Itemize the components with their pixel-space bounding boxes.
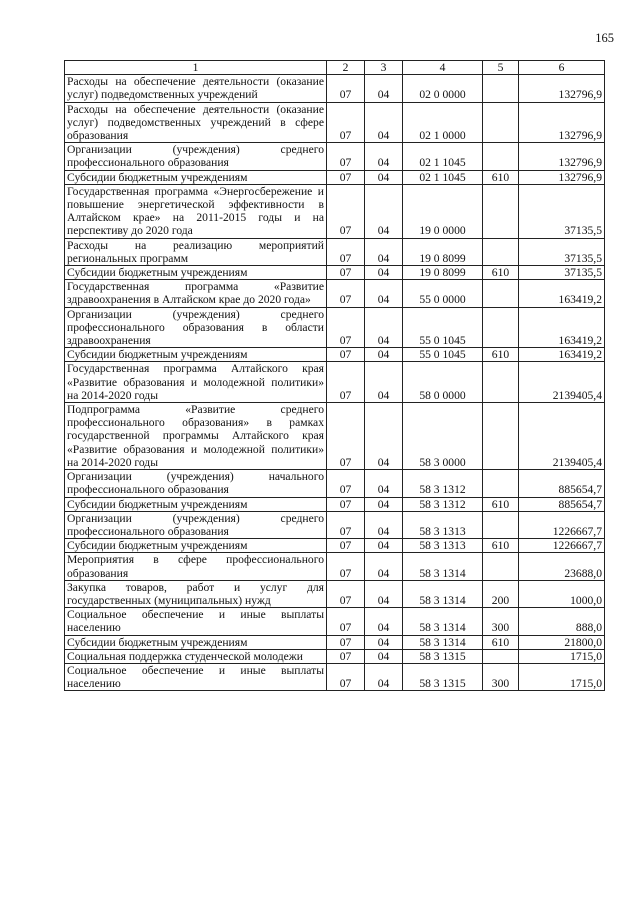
row-name: Расходы на обеспечение деятельности (оказание услуг) подведомственных учреждений bbox=[65, 75, 327, 102]
row-section: 07 bbox=[327, 348, 365, 362]
row-section: 07 bbox=[327, 362, 365, 403]
table-row bbox=[65, 663, 605, 690]
table-row bbox=[65, 307, 605, 348]
table-row bbox=[65, 635, 605, 649]
row-section: 07 bbox=[327, 553, 365, 580]
row-amount: 885654,7 bbox=[519, 470, 605, 497]
row-target-code: 55 0 0000 bbox=[403, 280, 483, 307]
row-name: Субсидии бюджетным учреждениям bbox=[65, 539, 327, 553]
row-target-code: 02 1 1045 bbox=[403, 170, 483, 184]
row-name: Подпрограмма «Развитие среднего профессионального образования» в рамках государственной программы Алтайского края «Развитие образования и молодежной политики» на 2014-2020 годы bbox=[65, 403, 327, 470]
row-subsection: 04 bbox=[365, 553, 403, 580]
row-subsection: 04 bbox=[365, 470, 403, 497]
row-expense-type bbox=[483, 75, 519, 102]
row-section: 07 bbox=[327, 470, 365, 497]
row-subsection: 04 bbox=[365, 497, 403, 511]
row-expense-type bbox=[483, 238, 519, 265]
row-amount: 37135,5 bbox=[519, 238, 605, 265]
row-section: 07 bbox=[327, 511, 365, 538]
row-target-code: 19 0 8099 bbox=[403, 266, 483, 280]
row-subsection: 04 bbox=[365, 238, 403, 265]
table-row bbox=[65, 280, 605, 307]
row-subsection: 04 bbox=[365, 663, 403, 690]
row-amount: 163419,2 bbox=[519, 348, 605, 362]
row-amount: 37135,5 bbox=[519, 266, 605, 280]
row-section: 07 bbox=[327, 170, 365, 184]
header-col-1: 1 bbox=[65, 61, 327, 75]
row-subsection: 04 bbox=[365, 266, 403, 280]
row-target-code: 58 3 1313 bbox=[403, 511, 483, 538]
row-name: Организации (учреждения) начального профессионального образования bbox=[65, 470, 327, 497]
row-amount: 132796,9 bbox=[519, 75, 605, 102]
row-section: 07 bbox=[327, 580, 365, 607]
row-target-code: 58 3 1315 bbox=[403, 663, 483, 690]
row-subsection: 04 bbox=[365, 608, 403, 635]
row-name: Организации (учреждения) среднего профессионального образования bbox=[65, 143, 327, 170]
row-section: 07 bbox=[327, 143, 365, 170]
row-expense-type: 610 bbox=[483, 635, 519, 649]
row-amount: 885654,7 bbox=[519, 497, 605, 511]
header-col-3: 3 bbox=[365, 61, 403, 75]
row-amount: 1226667,7 bbox=[519, 511, 605, 538]
row-section: 07 bbox=[327, 184, 365, 238]
row-subsection: 04 bbox=[365, 511, 403, 538]
row-target-code: 02 1 0000 bbox=[403, 102, 483, 143]
header-col-5: 5 bbox=[483, 61, 519, 75]
row-target-code: 55 0 1045 bbox=[403, 348, 483, 362]
row-target-code: 58 3 1314 bbox=[403, 608, 483, 635]
row-amount: 132796,9 bbox=[519, 102, 605, 143]
row-amount: 163419,2 bbox=[519, 280, 605, 307]
row-name: Субсидии бюджетным учреждениям bbox=[65, 170, 327, 184]
row-subsection: 04 bbox=[365, 362, 403, 403]
row-expense-type bbox=[483, 143, 519, 170]
row-expense-type: 300 bbox=[483, 663, 519, 690]
row-expense-type bbox=[483, 184, 519, 238]
row-expense-type bbox=[483, 553, 519, 580]
row-amount: 23688,0 bbox=[519, 553, 605, 580]
row-subsection: 04 bbox=[365, 635, 403, 649]
row-target-code: 02 0 0000 bbox=[403, 75, 483, 102]
row-name: Социальное обеспечение и иные выплаты населению bbox=[65, 663, 327, 690]
row-section: 07 bbox=[327, 307, 365, 348]
row-subsection: 04 bbox=[365, 280, 403, 307]
header-col-4: 4 bbox=[403, 61, 483, 75]
row-target-code: 19 0 8099 bbox=[403, 238, 483, 265]
row-amount: 1715,0 bbox=[519, 649, 605, 663]
row-target-code: 02 1 1045 bbox=[403, 143, 483, 170]
table-row bbox=[65, 608, 605, 635]
table-row bbox=[65, 170, 605, 184]
row-expense-type: 610 bbox=[483, 170, 519, 184]
table-row bbox=[65, 143, 605, 170]
row-subsection: 04 bbox=[365, 75, 403, 102]
row-section: 07 bbox=[327, 635, 365, 649]
table-row bbox=[65, 238, 605, 265]
row-expense-type: 610 bbox=[483, 497, 519, 511]
row-subsection: 04 bbox=[365, 307, 403, 348]
table-row bbox=[65, 102, 605, 143]
header-col-6: 6 bbox=[519, 61, 605, 75]
table-body bbox=[65, 75, 605, 691]
row-expense-type bbox=[483, 511, 519, 538]
row-section: 07 bbox=[327, 403, 365, 470]
row-expense-type bbox=[483, 403, 519, 470]
row-name: Субсидии бюджетным учреждениям bbox=[65, 348, 327, 362]
row-amount: 163419,2 bbox=[519, 307, 605, 348]
table-row bbox=[65, 266, 605, 280]
row-amount: 2139405,4 bbox=[519, 362, 605, 403]
row-expense-type bbox=[483, 307, 519, 348]
row-section: 07 bbox=[327, 266, 365, 280]
row-amount: 21800,0 bbox=[519, 635, 605, 649]
row-target-code: 55 0 1045 bbox=[403, 307, 483, 348]
row-subsection: 04 bbox=[365, 348, 403, 362]
row-subsection: 04 bbox=[365, 184, 403, 238]
table-row bbox=[65, 580, 605, 607]
row-name: Субсидии бюджетным учреждениям bbox=[65, 635, 327, 649]
row-name: Организации (учреждения) среднего профессионального образования в области здравоохранения bbox=[65, 307, 327, 348]
row-section: 07 bbox=[327, 497, 365, 511]
row-name: Государственная программа Алтайского края «Развитие образования и молодежной политики» на 2014-2020 годы bbox=[65, 362, 327, 403]
row-subsection: 04 bbox=[365, 102, 403, 143]
row-target-code: 58 0 0000 bbox=[403, 362, 483, 403]
row-name: Организации (учреждения) среднего профессионального образования bbox=[65, 511, 327, 538]
table-row bbox=[65, 553, 605, 580]
row-name: Расходы на реализацию мероприятий региональных программ bbox=[65, 238, 327, 265]
row-expense-type: 610 bbox=[483, 348, 519, 362]
row-expense-type bbox=[483, 470, 519, 497]
row-amount: 132796,9 bbox=[519, 143, 605, 170]
page-number: 165 bbox=[595, 31, 614, 45]
row-target-code: 58 3 1314 bbox=[403, 635, 483, 649]
row-section: 07 bbox=[327, 75, 365, 102]
row-subsection: 04 bbox=[365, 539, 403, 553]
row-section: 07 bbox=[327, 238, 365, 265]
row-expense-type bbox=[483, 102, 519, 143]
row-section: 07 bbox=[327, 663, 365, 690]
row-subsection: 04 bbox=[365, 170, 403, 184]
row-target-code: 58 3 1312 bbox=[403, 470, 483, 497]
budget-table bbox=[64, 60, 605, 691]
table-row bbox=[65, 362, 605, 403]
header-col-2: 2 bbox=[327, 61, 365, 75]
row-name: Социальное обеспечение и иные выплаты населению bbox=[65, 608, 327, 635]
row-expense-type: 610 bbox=[483, 539, 519, 553]
row-name: Социальная поддержка студенческой молодежи bbox=[65, 649, 327, 663]
row-name: Государственная программа «Энергосбережение и повышение энергетической эффективности в Алтайском крае» на 2011-2015 годы и на перспективу до 2020 года bbox=[65, 184, 327, 238]
row-amount: 1000,0 bbox=[519, 580, 605, 607]
row-section: 07 bbox=[327, 280, 365, 307]
table-row bbox=[65, 649, 605, 663]
row-target-code: 58 3 1315 bbox=[403, 649, 483, 663]
row-amount: 1226667,7 bbox=[519, 539, 605, 553]
row-amount: 888,0 bbox=[519, 608, 605, 635]
row-section: 07 bbox=[327, 649, 365, 663]
row-name: Субсидии бюджетным учреждениям bbox=[65, 266, 327, 280]
table-row bbox=[65, 470, 605, 497]
row-amount: 1715,0 bbox=[519, 663, 605, 690]
row-amount: 37135,5 bbox=[519, 184, 605, 238]
row-expense-type bbox=[483, 649, 519, 663]
row-target-code: 58 3 0000 bbox=[403, 403, 483, 470]
table-row bbox=[65, 497, 605, 511]
row-target-code: 58 3 1314 bbox=[403, 580, 483, 607]
table-row bbox=[65, 348, 605, 362]
row-target-code: 58 3 1312 bbox=[403, 497, 483, 511]
row-expense-type: 610 bbox=[483, 266, 519, 280]
row-name: Расходы на обеспечение деятельности (оказание услуг) подведомственных учреждений в сфере образования bbox=[65, 102, 327, 143]
table-row bbox=[65, 539, 605, 553]
row-name: Закупка товаров, работ и услуг для государственных (муниципальных) нужд bbox=[65, 580, 327, 607]
row-name: Субсидии бюджетным учреждениям bbox=[65, 497, 327, 511]
row-target-code: 19 0 0000 bbox=[403, 184, 483, 238]
row-target-code: 58 3 1314 bbox=[403, 553, 483, 580]
row-section: 07 bbox=[327, 539, 365, 553]
row-subsection: 04 bbox=[365, 580, 403, 607]
row-section: 07 bbox=[327, 102, 365, 143]
row-subsection: 04 bbox=[365, 403, 403, 470]
row-subsection: 04 bbox=[365, 143, 403, 170]
table-row bbox=[65, 403, 605, 470]
row-expense-type bbox=[483, 362, 519, 403]
row-target-code: 58 3 1313 bbox=[403, 539, 483, 553]
row-subsection: 04 bbox=[365, 649, 403, 663]
header-row bbox=[65, 61, 605, 75]
row-expense-type: 300 bbox=[483, 608, 519, 635]
table-row bbox=[65, 75, 605, 102]
row-name: Государственная программа «Развитие здравоохранения в Алтайском крае до 2020 года» bbox=[65, 280, 327, 307]
table-row bbox=[65, 184, 605, 238]
row-amount: 2139405,4 bbox=[519, 403, 605, 470]
row-name: Мероприятия в сфере профессионального образования bbox=[65, 553, 327, 580]
row-amount: 132796,9 bbox=[519, 170, 605, 184]
row-section: 07 bbox=[327, 608, 365, 635]
table-row bbox=[65, 511, 605, 538]
row-expense-type bbox=[483, 280, 519, 307]
row-expense-type: 200 bbox=[483, 580, 519, 607]
